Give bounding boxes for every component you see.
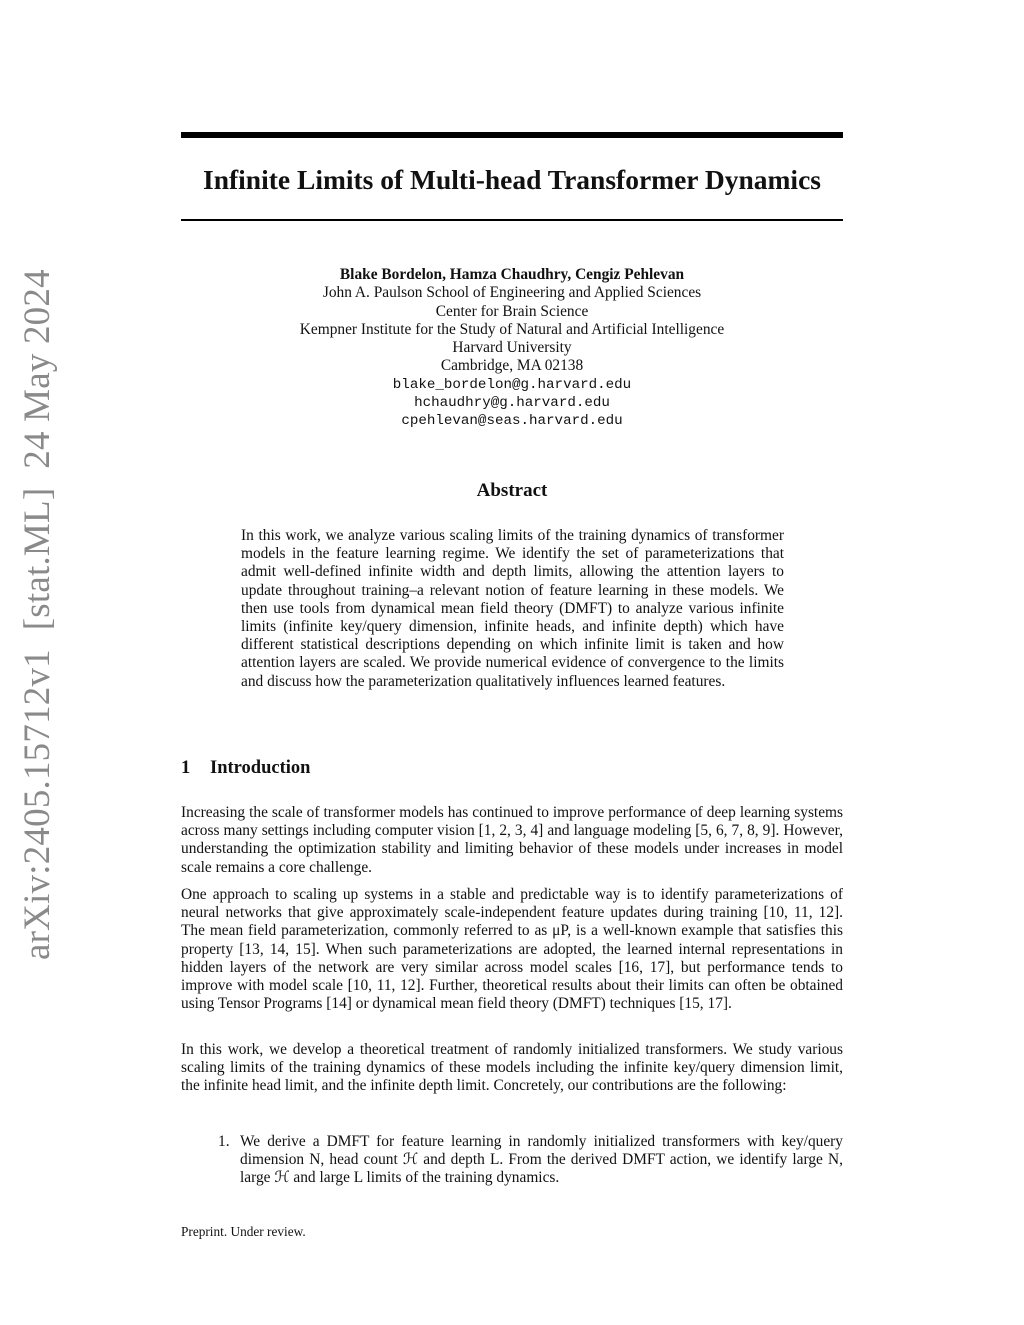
section-number: 1 [181, 758, 191, 778]
affiliation-line: Center for Brain Science [435, 302, 589, 320]
contribution-list-item [218, 1133, 843, 1188]
paper-title: Infinite Limits of Multi-head Transformer Dynamics [203, 164, 821, 195]
author-block [181, 266, 843, 431]
list-item-text: We derive a DMFT for feature learning in randomly initialized transformers with key/query dimension N, head count ℋ and depth L. From the derived DMFT action, we identify large N, large ℋ and large L limits of the training dynamics. [240, 1133, 843, 1187]
author-email[interactable]: hchaudhry@g.harvard.edu [414, 395, 610, 412]
author-email[interactable]: blake_bordelon@g.harvard.edu [392, 376, 632, 393]
arxiv-identifier-stamp: arXiv:2405.15712v1 [stat.ML] 24 May 2024 [17, 269, 58, 960]
body-paragraph: Increasing the scale of transformer models has continued to improve performance of deep learning systems across many settings including computer vision [1, 2, 3, 4] and language modeling [5, 6, 7, 8, 9]. However, understanding the optimization stability and limiting behavior of these models under increases in model scale remains a core challenge. [181, 804, 843, 876]
affiliation-line: Kempner Institute for the Study of Natural and Artificial Intelligence [299, 320, 725, 338]
author-email[interactable]: cpehlevan@seas.harvard.edu [401, 413, 623, 430]
list-item-number: 1. [218, 1133, 230, 1150]
section-heading [181, 756, 843, 780]
section-title: Introduction [210, 758, 311, 778]
abstract-heading: Abstract [476, 480, 548, 501]
affiliation-line: Cambridge, MA 02138 [440, 357, 584, 375]
author-names: Blake Bordelon, Hamza Chaudhry, Cengiz Pehlevan [339, 266, 685, 283]
affiliation-line: Harvard University [452, 339, 572, 357]
title-rule-top [181, 132, 843, 138]
affiliation-line: John A. Paulson School of Engineering and Applied Sciences [322, 284, 702, 302]
body-paragraph: One approach to scaling up systems in a stable and predictable way is to identify parameterizations of neural networks that give approximately scale-independent feature updates during training [10, 11, 12]. The mean field parameterization, commonly referred to as μP, is a well-known example that satisfies this property [13, 14, 15]. When such parameterizations are adopted, the learned internal representations in hidden layers of the network are very similar across model scales [16, 17], but performance tends to improve with model scale [10, 11, 12]. Further, theoretical results about their limits can often be obtained using Tensor Programs [14] or dynamical mean field theory (DMFT) techniques [15, 17]. [181, 886, 843, 1013]
body-paragraph: In this work, we develop a theoretical treatment of randomly initialized transformers. We study various scaling limits of the training dynamics of these models including the infinite key/query dimension limit, the infinite head limit, and the infinite depth limit. Concretely, our contributions are the following: [181, 1041, 843, 1095]
footer-note: Preprint. Under review. [181, 1224, 306, 1239]
abstract-text: In this work, we analyze various scaling limits of the training dynamics of transformer models in the feature learning regime. We identify the set of parameterizations that admit well-defined infinite width and depth limits, allowing the attention layers to update throughout training–a relevant notion of feature learning in these models. We then use tools from dynamical mean field theory (DMFT) to analyze various infinite limits (infinite key/query dimension, infinite heads, and infinite depth) which have different statistical descriptions depending on which infinite limit is taken and how attention layers are scaled. We provide numerical evidence of convergence to the limits and discuss how the parameterization qualitatively influences learned features. [241, 527, 784, 690]
title-rule-bottom [181, 219, 843, 221]
